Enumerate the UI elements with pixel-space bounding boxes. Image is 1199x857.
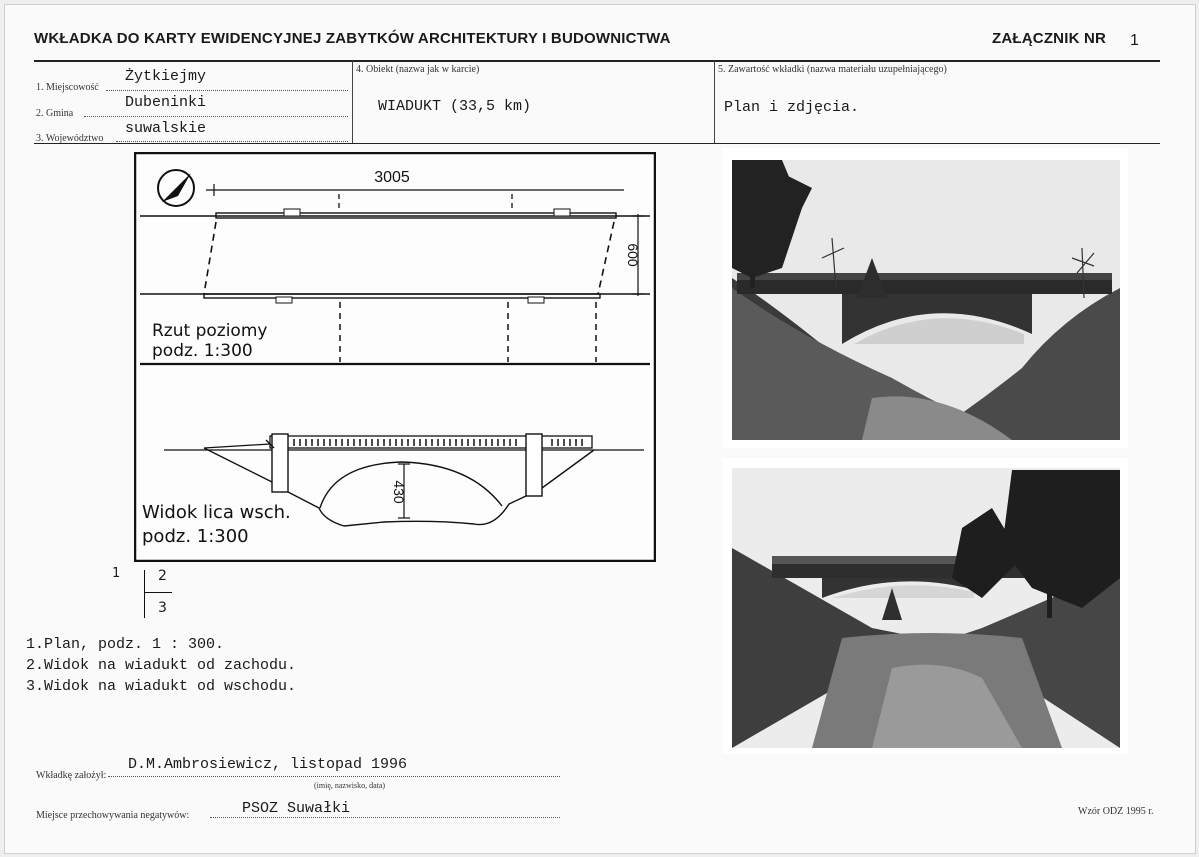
elevation-pier-right [526, 434, 542, 496]
object-label: 4. Obiekt (nazwa jak w karcie) [356, 64, 480, 75]
object-value: WIADUKT (33,5 km) [378, 98, 532, 115]
length-dimension-label: 3005 [374, 169, 410, 186]
commune-value: Dubeninki [125, 94, 207, 111]
locality-dotline [106, 90, 348, 91]
photo-west-view-frame [722, 148, 1128, 448]
drawing-svg [134, 152, 656, 562]
negatives-label: Miejsce przechowywania negatywów: [36, 810, 190, 821]
content-label: 5. Zawartość wkładki (nazwa materiału uzupełniającego) [718, 64, 947, 75]
created-value: D.M.Ambrosiewicz, listopad 1996 [128, 756, 408, 773]
column-divider-1 [352, 61, 353, 143]
layout-key-3: 3 [158, 600, 167, 616]
legend [26, 634, 296, 697]
technical-drawing [134, 152, 656, 562]
column-divider-2 [714, 61, 715, 143]
header-rule [34, 60, 1160, 62]
locality-value: Żytkiejmy [125, 68, 207, 85]
layout-key-1: 1 [112, 566, 121, 581]
legend-item-2: 2.Widok na wiadukt od zachodu. [26, 657, 297, 674]
layout-key-horizontal [144, 592, 172, 593]
created-dotline [108, 776, 560, 777]
photo-west-view [722, 148, 1128, 448]
locality-label: 1. Miejscowość [36, 82, 99, 93]
created-label: Wkładkę założył: [36, 770, 107, 781]
commune-label: 2. Gmina [36, 108, 74, 119]
photo-east-view [722, 458, 1128, 754]
page-title: WKŁADKA DO KARTY EWIDENCYJNEJ ZABYTKÓW ARCHITEKTURY I BUDOWNICTWA [34, 30, 671, 47]
layout-key-vertical [144, 570, 145, 618]
layout-key-2: 2 [158, 568, 167, 584]
legend-item-3: 3.Widok na wiadukt od wschodu. [26, 678, 297, 695]
commune-dotline [84, 116, 348, 117]
legend-item-1: 1.Plan, podz. 1 : 300. [26, 636, 225, 653]
form-code: Wzór ODZ 1995 r. [1078, 806, 1154, 817]
plan-caption-title: Rzut poziomy [152, 321, 268, 341]
fields-rule [34, 143, 1160, 144]
negatives-value: PSOZ Suwałki [242, 800, 351, 817]
created-hint: (imię, nazwisko, data) [314, 781, 386, 790]
voivodeship-label: 3. Województwo [36, 133, 104, 144]
annex-label: ZAŁĄCZNIK NR [992, 30, 1107, 47]
content-value: Plan i zdjęcia. [724, 99, 860, 116]
voivodeship-value: suwalskie [125, 120, 207, 137]
negatives-dotline [210, 817, 560, 818]
plan-caption-scale: podz. 1:300 [152, 341, 253, 361]
elevation-pier-left [272, 434, 288, 492]
elevation-caption-scale: podz. 1:300 [142, 526, 249, 547]
photo-east-view-frame [722, 458, 1128, 754]
width-dimension-label: 600 [625, 243, 641, 267]
annex-number: 1 [1130, 32, 1139, 49]
voivodeship-dotline [116, 141, 348, 142]
elevation-caption-title: Widok lica wsch. [142, 502, 291, 523]
height-dimension-label: 430 [391, 480, 407, 504]
